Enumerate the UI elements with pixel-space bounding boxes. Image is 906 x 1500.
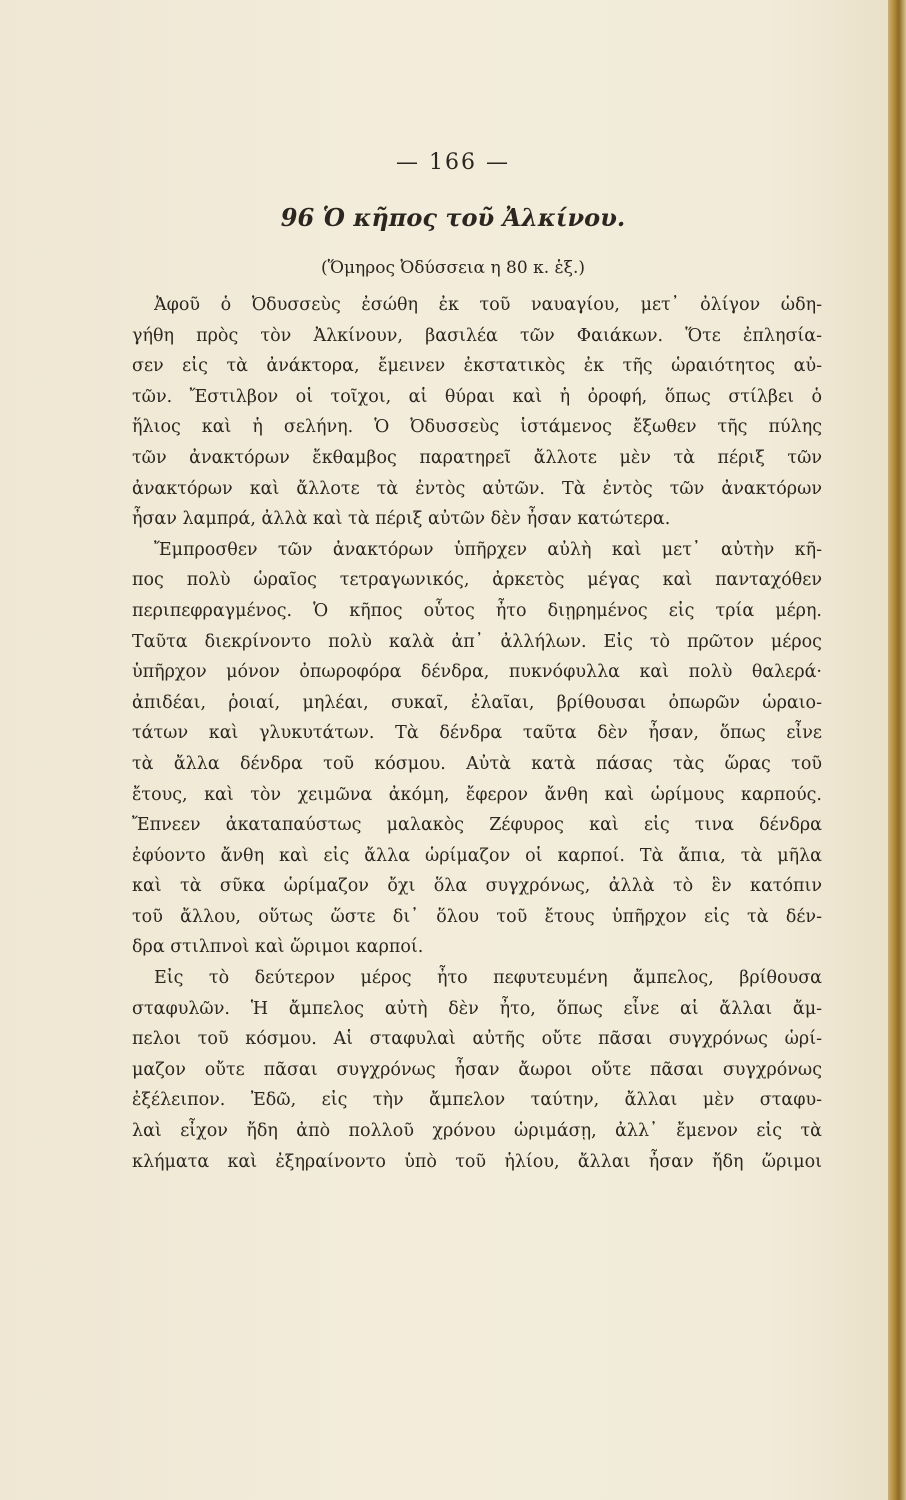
text-line: τῶν ἀνακτόρων ἔκθαμβος παρατηρεῖ ἄλλοτε μὲν τὰ πέριξ τῶν — [132, 447, 822, 468]
text-line: μαζον οὔτε πᾶσαι συγχρόνως ἦσαν ἄωροι οὔτε πᾶσαι συγχρόνως — [132, 1059, 822, 1080]
text-line: ἥλιος καὶ ἡ σελήνη. Ὁ Ὀδυσσεὺς ἱστάμενος ἔξωθεν τῆς πύλης — [132, 417, 822, 438]
text-line: Εἰς τὸ δεύτερον μέρος ἦτο πεφυτευμένη ἄμπελος, βρίθουσα — [154, 968, 822, 989]
text-line: τοῦ ἄλλου, οὕτως ὥστε δι᾽ ὅλου τοῦ ἔτους ὑπῆρχον εἰς τὰ δέν- — [132, 906, 822, 927]
text-line: πος πολὺ ὡραῖος τετραγωνικός, ἀρκετὸς μέγας καὶ πανταχόθεν — [132, 570, 822, 591]
text-line: Ταῦτα διεκρίνοντο πολὺ καλὰ ἀπ᾽ ἀλλήλων. Εἰς τὸ πρῶτον μέρος — [132, 631, 822, 652]
text-line: ἦσαν λαμπρά, ἀλλὰ καὶ τὰ πέριξ αὐτῶν δὲν ἦσαν κατώτερα. — [132, 509, 671, 530]
text-line: τῶν. Ἔστιλβον οἱ τοῖχοι, αἱ θύραι καὶ ἡ ὀροφή, ὅπως στίλβει ὁ — [132, 386, 822, 407]
text-line: σταφυλῶν. Ἡ ἄμπελος αὐτὴ δὲν ἦτο, ὅπως εἶνε αἱ ἄλλαι ἄμ- — [132, 998, 822, 1019]
text-line: ἐφύοντο ἄνθη καὶ εἰς ἄλλα ὡρίμαζον οἱ καρποί. Τὰ ἄπια, τὰ μῆλα — [132, 845, 822, 866]
body-text — [132, 290, 822, 1177]
text-line: περιπεφραγμένος. Ὁ κῆπος οὗτος ἦτο διῃρημένος εἰς τρία μέρη. — [132, 600, 822, 621]
text-line: δρα στιλπνοὶ καὶ ὥριμοι καρποί. — [132, 937, 424, 958]
page-number: — 166 — — [396, 150, 510, 175]
text-line: γήθη πρὸς τὸν Ἀλκίνουν, βασιλέα τῶν Φαιάκων. Ὅτε ἐπλησία- — [132, 325, 822, 346]
text-line: Ἔπνεεν ἀκαταπαύστως μαλακὸς Ζέφυρος καὶ εἰς τινα δένδρα — [132, 815, 822, 836]
text-line: σεν εἰς τὰ ἀνάκτορα, ἔμεινεν ἐκστατικὸς ἐκ τῆς ὡραιότητος αὐ- — [132, 356, 822, 377]
text-line: Ἀφοῦ ὁ Ὀδυσσεὺς ἐσώθη ἐκ τοῦ ναυαγίου, μετ᾽ ὀλίγον ὡδη- — [154, 295, 822, 315]
text-line: τάτων καὶ γλυκυτάτων. Τὰ δένδρα ταῦτα δὲν ἦσαν, ὅπως εἶνε — [132, 723, 822, 744]
text-line: καὶ τὰ σῦκα ὡρίμαζον ὄχι ὅλα συγχρόνως, ἀλλὰ τὸ ἓν κατόπιν — [132, 876, 822, 897]
text-line: τὰ ἄλλα δένδρα τοῦ κόσμου. Αὐτὰ κατὰ πάσας τὰς ὥρας τοῦ — [132, 753, 822, 774]
chapter-source: (Ὅμηρος Ὀδύσσεια η 80 κ. ἑξ.) — [320, 258, 586, 278]
text-line: ἔτους, καὶ τὸν χειμῶνα ἀκόμη, ἔφερον ἄνθη καὶ ὡρίμους καρπούς. — [132, 784, 822, 805]
text-line: πελοι τοῦ κόσμου. Αἱ σταφυλαὶ αὐτῆς οὔτε πᾶσαι συγχρόνως ὡρί- — [132, 1029, 822, 1050]
text-line: κλήματα καὶ ἐξηραίνοντο ὑπὸ τοῦ ἡλίου, ἄλλαι ἦσαν ἤδη ὥριμοι — [132, 1151, 822, 1172]
chapter-title: 96 Ὁ κῆπος τοῦ Ἀλκίνου. — [280, 203, 626, 232]
text-line: ἀνακτόρων καὶ ἄλλοτε τὰ ἐντὸς αὐτῶν. Τὰ ἐντὸς τῶν ἀνακτόρων — [132, 478, 822, 499]
text-line: ὑπῆρχον μόνον ὀπωροφόρα δένδρα, πυκνόφυλλα καὶ πολὺ θαλερά· — [132, 662, 822, 683]
text-line: ἐξέλειπον. Ἐδῶ, εἰς τὴν ἄμπελον ταύτην, ἄλλαι μὲν σταφυ- — [132, 1090, 822, 1111]
text-line: Ἔμπροσθεν τῶν ἀνακτόρων ὑπῆρχεν αὐλὴ καὶ μετ᾽ αὐτὴν κῆ- — [154, 539, 822, 560]
text-line: ἀπιδέαι, ῥοιαί, μηλέαι, συκαῖ, ἐλαῖαι, βρίθουσαι ὀπωρῶν ὡραιο- — [132, 692, 822, 713]
book-binding-edge — [888, 0, 906, 1500]
text-line: λαὶ εἶχον ἤδη ἀπὸ πολλοῦ χρόνου ὡριμάσῃ, ἀλλ᾽ ἔμενον εἰς τὰ — [132, 1121, 822, 1142]
